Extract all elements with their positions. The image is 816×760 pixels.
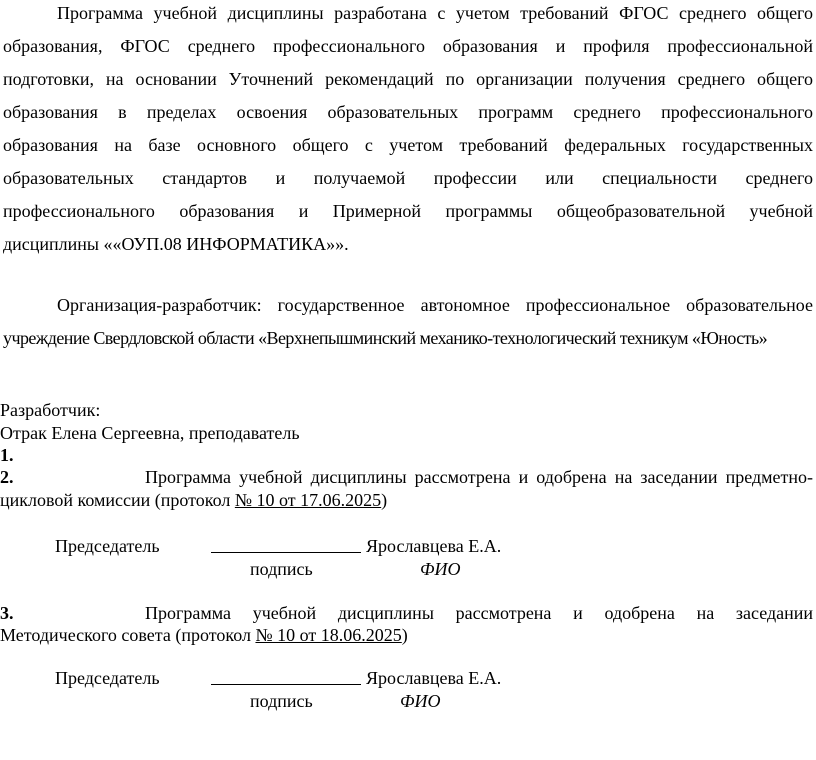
approval-text: Методического совета (протокол bbox=[0, 625, 256, 645]
item-number: 3. bbox=[0, 603, 14, 623]
organization-line: учреждение Свердловской области «Верхнепышминский механико-технологический техникум «Юность» bbox=[3, 328, 768, 348]
intro-line: образования, ФГОС среднего профессионального образования и профиля профессиональной bbox=[3, 36, 813, 56]
intro-line: подготовки, на основании Уточнений рекомендаций по организации получения среднего общего bbox=[3, 69, 813, 89]
chair-label: Председатель bbox=[55, 668, 160, 688]
developer-label: Разработчик: bbox=[0, 400, 101, 420]
protocol-reference: № 10 от 17.06.2025 bbox=[234, 490, 382, 510]
chair-name: Ярославцева Е.А. bbox=[366, 668, 502, 688]
intro-line: образования на базе основного общего с учетом требований федеральных государственных bbox=[3, 135, 813, 155]
organization-line: Организация-разработчик: государственное автономное профессиональное образовательное bbox=[57, 295, 813, 315]
chair-label: Председатель bbox=[55, 536, 160, 556]
signature-caption: подпись bbox=[250, 559, 313, 579]
item-number: 2. bbox=[0, 467, 14, 487]
approval-line bbox=[0, 624, 408, 646]
item-number: 1. bbox=[0, 445, 14, 465]
fio-caption: ФИО bbox=[420, 559, 461, 579]
intro-line: Программа учебной дисциплины разработана с учетом требований ФГОС среднего общего bbox=[57, 3, 813, 23]
developer-name: Отрак Елена Сергеевна, преподаватель bbox=[0, 423, 300, 443]
signature-line bbox=[211, 684, 361, 685]
approval-text: цикловой комиссии (протокол bbox=[0, 490, 235, 510]
approval-text: ) bbox=[381, 490, 388, 510]
signature-line bbox=[211, 552, 361, 553]
intro-line: образовательных стандартов и получаемой профессии или специальности среднего bbox=[3, 168, 813, 188]
intro-last-line: дисциплины ««ОУП.08 ИНФОРМАТИКА»». bbox=[3, 234, 349, 254]
approval-line: Программа учебной дисциплины рассмотрена и одобрена на заседании предметно- bbox=[145, 467, 813, 487]
fio-caption: ФИО bbox=[400, 691, 441, 711]
intro-line: профессионального образования и Примерной программы общеобразовательной учебной bbox=[3, 201, 813, 221]
chair-name: Ярославцева Е.А. bbox=[366, 536, 502, 556]
intro-line: образования в пределах освоения образовательных программ среднего профессионального bbox=[3, 102, 813, 122]
protocol-reference: № 10 от 18.06.2025 bbox=[255, 625, 402, 645]
signature-caption: подпись bbox=[250, 691, 313, 711]
approval-line: Программа учебной дисциплины рассмотрена и одобрена на заседании bbox=[145, 603, 813, 623]
approval-text: ) bbox=[401, 625, 408, 645]
approval-line bbox=[0, 489, 387, 511]
